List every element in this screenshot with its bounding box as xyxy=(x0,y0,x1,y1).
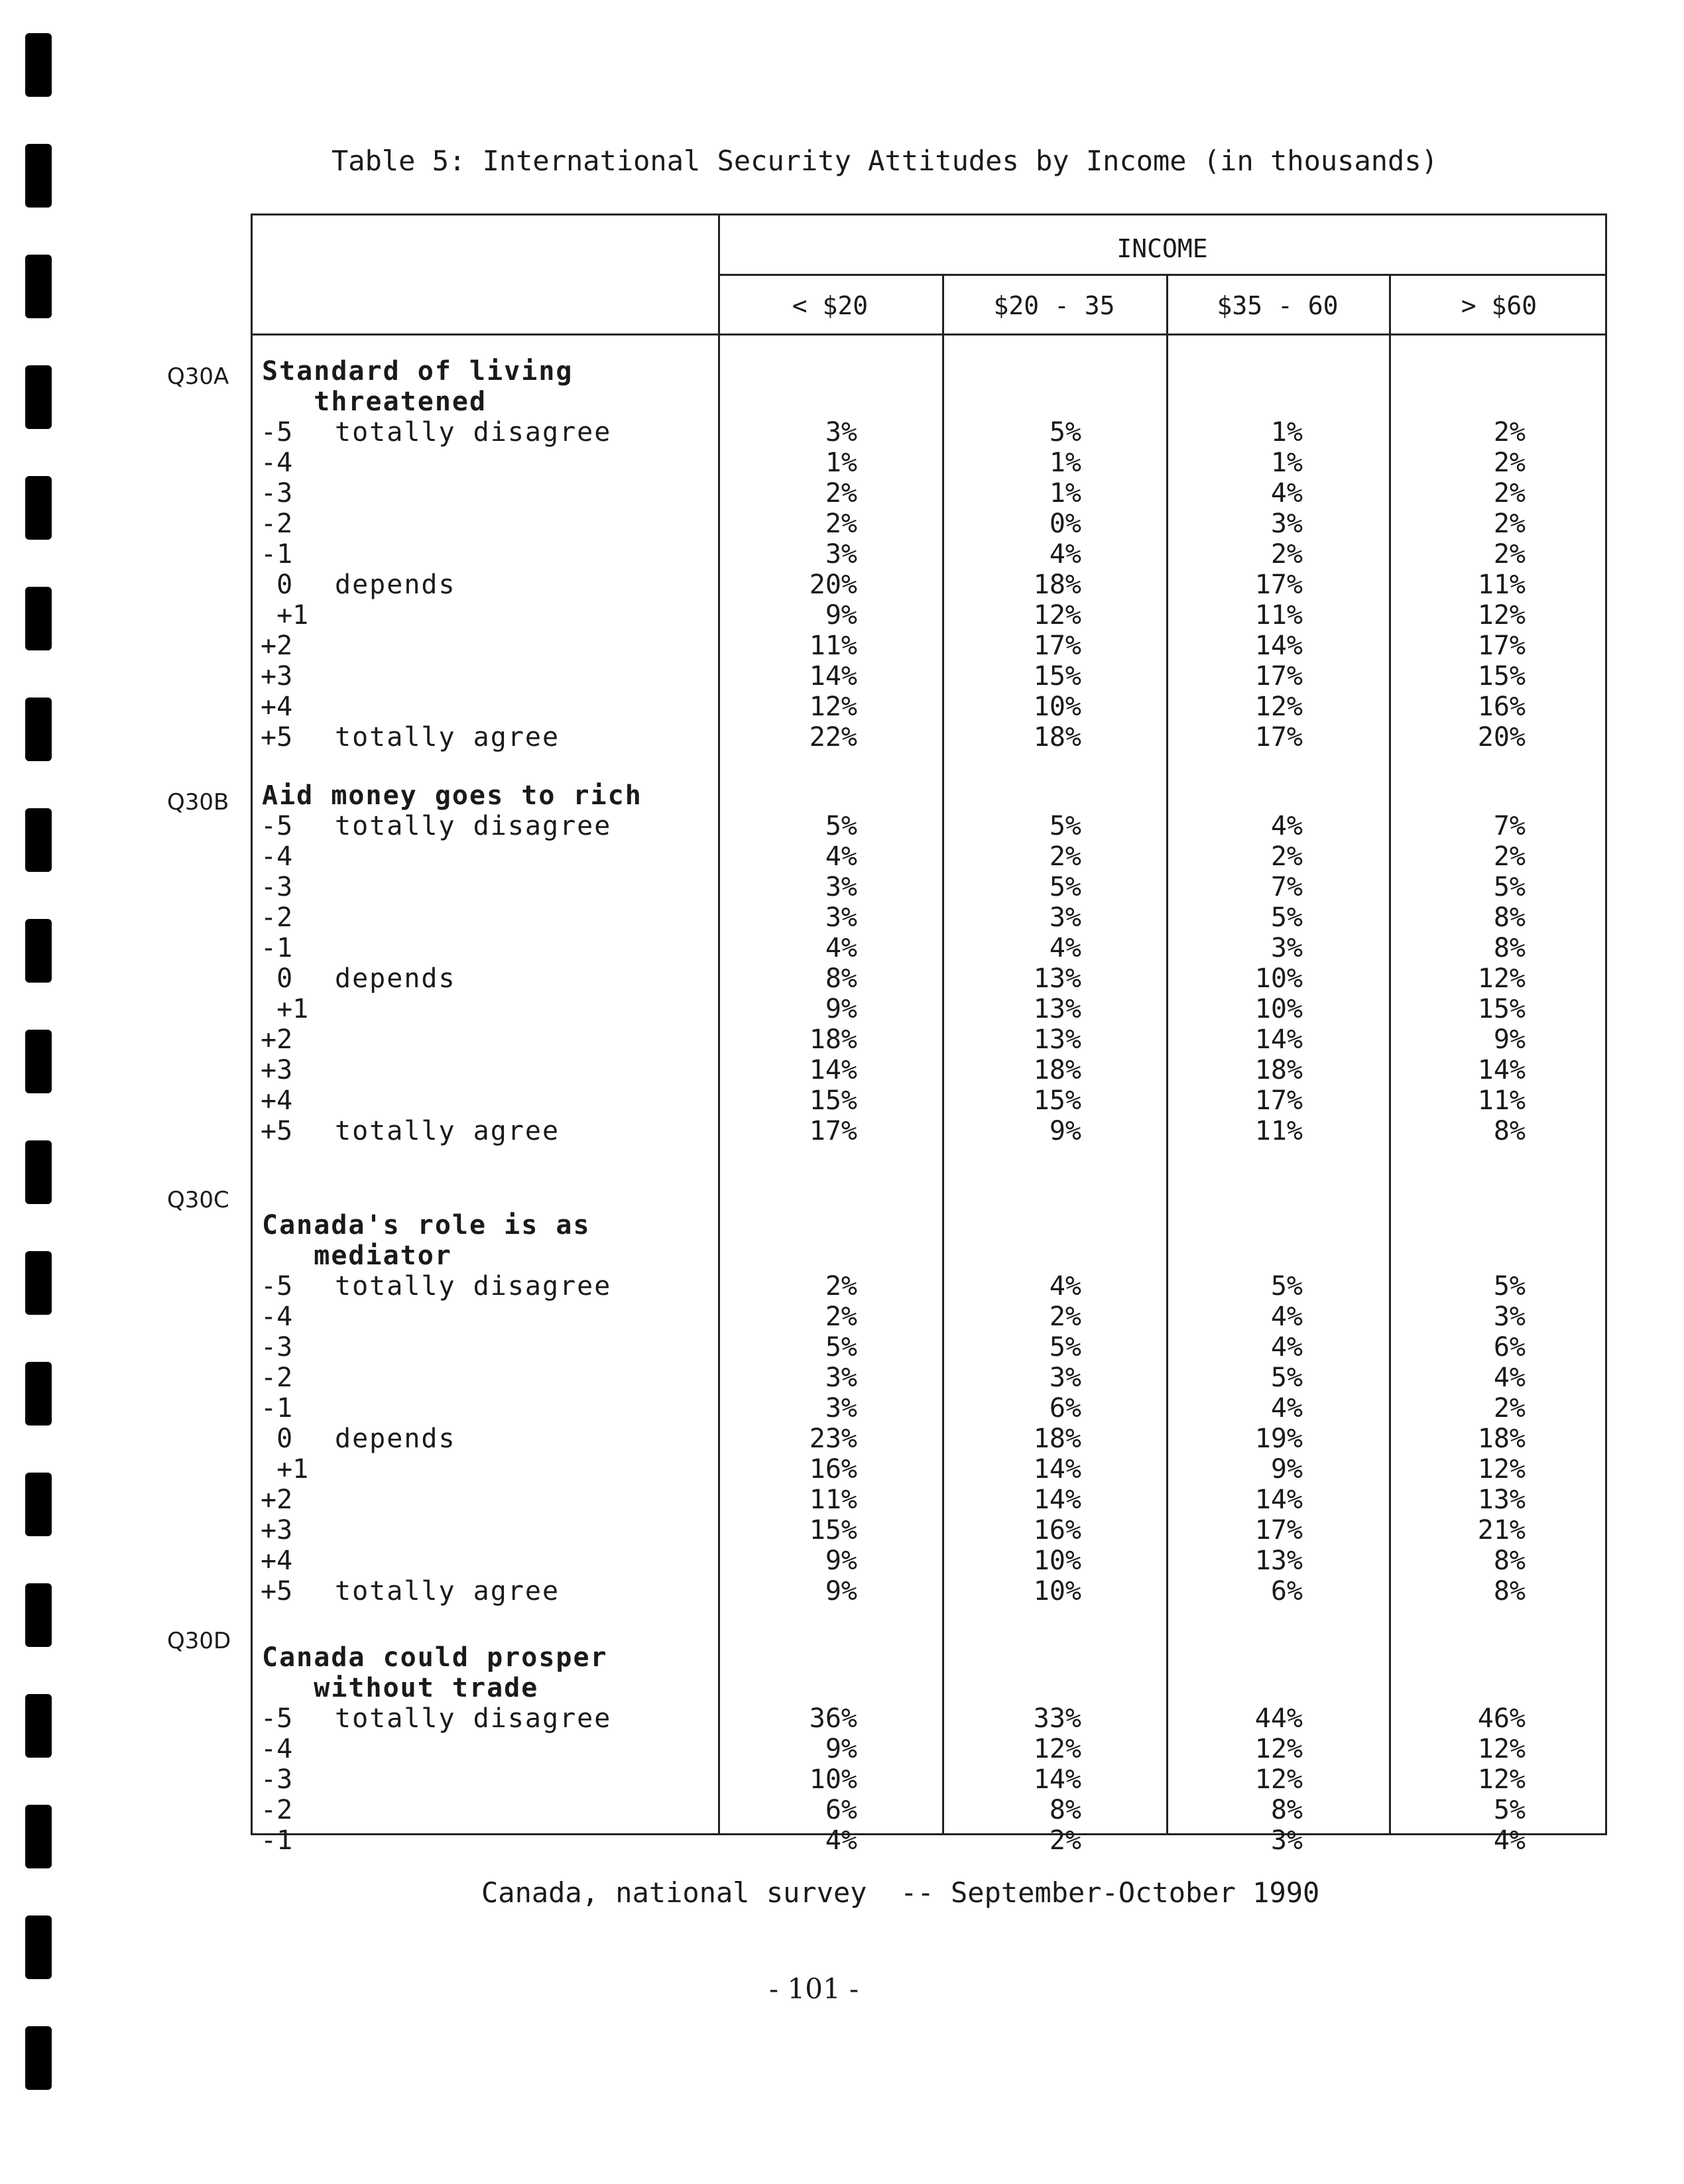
scale-code: +1 xyxy=(261,994,309,1024)
scale-code: 0 xyxy=(261,570,293,600)
scale-label: totally disagree xyxy=(335,811,612,841)
table-cell: 5% xyxy=(1270,1271,1303,1302)
table-cell: 10% xyxy=(809,1764,857,1795)
table-cell: 2% xyxy=(1270,539,1303,570)
table-row xyxy=(253,963,1605,994)
section-title: without trade xyxy=(262,1673,539,1703)
scale-label: totally disagree xyxy=(335,1271,612,1302)
binding-hole xyxy=(25,1473,52,1536)
binding-hole xyxy=(25,144,52,208)
table-cell: 17% xyxy=(1254,1085,1303,1116)
table-cell: 10% xyxy=(1033,1576,1081,1607)
table-row xyxy=(253,933,1605,963)
binding-hole xyxy=(25,33,52,97)
table-cell: 3% xyxy=(1493,1302,1526,1332)
table-cell: 13% xyxy=(1254,1546,1303,1576)
table-row xyxy=(253,902,1605,933)
table-cell: 15% xyxy=(1477,661,1526,692)
table-cell: 2% xyxy=(1493,478,1526,509)
scale-code: -3 xyxy=(261,478,293,509)
section-title: threatened xyxy=(262,387,487,417)
scale-label: depends xyxy=(335,1424,456,1454)
table-cell: 10% xyxy=(1254,963,1303,994)
binding-hole xyxy=(25,255,52,318)
table-row xyxy=(253,570,1605,600)
table-row xyxy=(253,478,1605,509)
table-cell: 4% xyxy=(1493,1825,1526,1856)
table-cell: 12% xyxy=(1033,600,1081,631)
scale-code: -4 xyxy=(261,1734,293,1764)
section-title: Standard of living xyxy=(262,356,573,387)
table-cell: 17% xyxy=(1254,570,1303,600)
scale-label: totally disagree xyxy=(335,1703,612,1734)
table-cell: 17% xyxy=(1254,722,1303,753)
scale-code: -4 xyxy=(261,1302,293,1332)
table-cell: 2% xyxy=(1493,417,1526,448)
scale-code: +4 xyxy=(261,1085,293,1116)
table-cell: 18% xyxy=(1033,722,1081,753)
table-cell: 2% xyxy=(1493,1393,1526,1424)
table-cell: 12% xyxy=(809,692,857,722)
table-cell: 12% xyxy=(1254,1764,1303,1795)
table-cell: 15% xyxy=(1477,994,1526,1024)
table-cell: 5% xyxy=(1493,1271,1526,1302)
table-cell: 3% xyxy=(1049,902,1081,933)
table-cell: 13% xyxy=(1033,1024,1081,1055)
table-cell: 20% xyxy=(809,570,857,600)
table-cell: 18% xyxy=(1477,1424,1526,1454)
table-cell: 3% xyxy=(825,1393,857,1424)
table-cell: 12% xyxy=(1033,1734,1081,1764)
binding-holes xyxy=(25,33,52,2142)
table-row xyxy=(253,722,1605,753)
table-cell: 12% xyxy=(1477,963,1526,994)
table-cell: 7% xyxy=(1493,811,1526,841)
scale-label: depends xyxy=(335,570,456,600)
table-cell: 10% xyxy=(1254,994,1303,1024)
table-cell: 33% xyxy=(1033,1703,1081,1734)
section-title: Canada's role is as xyxy=(262,1210,591,1241)
table-cell: 5% xyxy=(825,1332,857,1363)
table-row xyxy=(253,994,1605,1024)
table-cell: 14% xyxy=(1254,1485,1303,1515)
table-cell: 17% xyxy=(809,1116,857,1146)
scale-code: -2 xyxy=(261,509,293,539)
table-row xyxy=(253,1024,1605,1055)
table-row xyxy=(253,1363,1605,1393)
table-cell: 18% xyxy=(1254,1055,1303,1085)
table-cell: 3% xyxy=(1049,1363,1081,1393)
scale-code: +5 xyxy=(261,1116,293,1146)
table-cell: 4% xyxy=(1270,1302,1303,1332)
table-cell: 2% xyxy=(1493,539,1526,570)
table-cell: 23% xyxy=(809,1424,857,1454)
table-cell: 9% xyxy=(825,600,857,631)
section-title: Aid money goes to rich xyxy=(262,780,642,811)
table-cell: 10% xyxy=(1033,1546,1081,1576)
table-cell: 0% xyxy=(1049,509,1081,539)
table-cell: 14% xyxy=(1254,1024,1303,1055)
table-row xyxy=(253,417,1605,448)
table-cell: 14% xyxy=(1033,1764,1081,1795)
binding-hole xyxy=(25,587,52,650)
table-cell: 4% xyxy=(1049,933,1081,963)
table-cell: 14% xyxy=(1033,1485,1081,1515)
table-cell: 22% xyxy=(809,722,857,753)
scale-code: +1 xyxy=(261,600,309,631)
table-cell: 4% xyxy=(1049,539,1081,570)
table-cell: 2% xyxy=(825,1302,857,1332)
table-row xyxy=(253,872,1605,902)
binding-hole xyxy=(25,919,52,983)
table-row xyxy=(253,1332,1605,1363)
table-cell: 14% xyxy=(809,661,857,692)
scale-code: +4 xyxy=(261,692,293,722)
table-cell: 5% xyxy=(825,811,857,841)
table-cell: 4% xyxy=(825,1825,857,1856)
column-header-20-35: $20 - 35 xyxy=(993,291,1115,320)
table-cell: 9% xyxy=(825,994,857,1024)
table-cell: 2% xyxy=(825,478,857,509)
scale-code: -5 xyxy=(261,417,293,448)
table-row xyxy=(253,1576,1605,1607)
table-cell: 17% xyxy=(1254,1515,1303,1546)
table-cell: 6% xyxy=(1493,1332,1526,1363)
binding-hole xyxy=(25,1140,52,1204)
table-cell: 16% xyxy=(809,1454,857,1485)
table-cell: 7% xyxy=(1270,872,1303,902)
table-cell: 15% xyxy=(809,1515,857,1546)
table-cell: 5% xyxy=(1049,417,1081,448)
table-cell: 4% xyxy=(1270,1332,1303,1363)
table-cell: 16% xyxy=(1477,692,1526,722)
table-cell: 8% xyxy=(1493,1546,1526,1576)
table-row xyxy=(253,1546,1605,1576)
table-cell: 2% xyxy=(1049,1825,1081,1856)
scale-label: totally disagree xyxy=(335,417,612,448)
table-cell: 12% xyxy=(1477,1734,1526,1764)
table-cell: 19% xyxy=(1254,1424,1303,1454)
page-number: - 101 - xyxy=(769,1972,859,2005)
table-cell: 4% xyxy=(1493,1363,1526,1393)
table-row xyxy=(253,841,1605,872)
table-cell: 2% xyxy=(825,509,857,539)
table-cell: 15% xyxy=(1033,1085,1081,1116)
scale-code: -3 xyxy=(261,1332,293,1363)
table-cell: 1% xyxy=(1270,448,1303,478)
question-id: Q30D xyxy=(167,1628,231,1654)
binding-hole xyxy=(25,1362,52,1426)
table-cell: 8% xyxy=(1270,1795,1303,1825)
scale-code: +4 xyxy=(261,1546,293,1576)
table-cell: 15% xyxy=(809,1085,857,1116)
table-row xyxy=(253,1424,1605,1454)
binding-hole xyxy=(25,808,52,872)
table-row xyxy=(253,1271,1605,1302)
table-cell: 16% xyxy=(1033,1515,1081,1546)
scale-label: depends xyxy=(335,963,456,994)
section-title: mediator xyxy=(262,1241,452,1271)
table-cell: 5% xyxy=(1049,811,1081,841)
table-cell: 3% xyxy=(825,872,857,902)
table-row xyxy=(253,1302,1605,1332)
scale-label: totally agree xyxy=(335,722,560,753)
table-cell: 9% xyxy=(825,1546,857,1576)
table-cell: 1% xyxy=(1270,417,1303,448)
scale-code: -1 xyxy=(261,933,293,963)
table-cell: 12% xyxy=(1477,600,1526,631)
table-cell: 8% xyxy=(1493,902,1526,933)
scale-code: +1 xyxy=(261,1454,309,1485)
income-group-header: INCOME xyxy=(1116,234,1208,263)
table-cell: 18% xyxy=(1033,1424,1081,1454)
table-cell: 2% xyxy=(1493,448,1526,478)
table-cell: 13% xyxy=(1033,994,1081,1024)
table-cell: 4% xyxy=(1270,478,1303,509)
table-row xyxy=(253,509,1605,539)
binding-hole xyxy=(25,1030,52,1093)
table-cell: 2% xyxy=(1493,841,1526,872)
binding-hole xyxy=(25,476,52,540)
table-row xyxy=(253,631,1605,661)
question-id: Q30C xyxy=(167,1187,229,1213)
table-cell: 5% xyxy=(1270,902,1303,933)
table-title: Table 5: International Security Attitudes by Income (in thousands) xyxy=(331,145,1438,177)
table-cell: 13% xyxy=(1033,963,1081,994)
table-cell: 1% xyxy=(825,448,857,478)
table-cell: 9% xyxy=(1049,1116,1081,1146)
binding-hole xyxy=(25,1694,52,1758)
scale-code: -4 xyxy=(261,841,293,872)
binding-hole xyxy=(25,1583,52,1647)
table-cell: 14% xyxy=(1254,631,1303,661)
table-cell: 15% xyxy=(1033,661,1081,692)
table-cell: 13% xyxy=(1477,1485,1526,1515)
table-cell: 3% xyxy=(825,902,857,933)
scale-code: -3 xyxy=(261,872,293,902)
table-cell: 9% xyxy=(825,1576,857,1607)
table-cell: 4% xyxy=(825,933,857,963)
table-cell: 2% xyxy=(1049,1302,1081,1332)
table-cell: 5% xyxy=(1493,872,1526,902)
binding-hole xyxy=(25,1915,52,1979)
scale-code: -5 xyxy=(261,811,293,841)
scale-code: -1 xyxy=(261,539,293,570)
table-row xyxy=(253,1055,1605,1085)
question-id: Q30A xyxy=(167,363,229,390)
table-cell: 4% xyxy=(1049,1271,1081,1302)
table-cell: 14% xyxy=(809,1055,857,1085)
table-cell: 6% xyxy=(825,1795,857,1825)
table-cell: 12% xyxy=(1254,692,1303,722)
table-cell: 18% xyxy=(1033,1055,1081,1085)
table-cell: 3% xyxy=(825,417,857,448)
table-row xyxy=(253,1515,1605,1546)
scale-code: +5 xyxy=(261,722,293,753)
table-cell: 12% xyxy=(1254,1734,1303,1764)
scale-code: 0 xyxy=(261,1424,293,1454)
table-cell: 1% xyxy=(1049,478,1081,509)
table-cell: 6% xyxy=(1270,1576,1303,1607)
table-cell: 3% xyxy=(1270,1825,1303,1856)
binding-hole xyxy=(25,1805,52,1868)
scale-code: +3 xyxy=(261,661,293,692)
table-cell: 2% xyxy=(825,1271,857,1302)
scale-code: -5 xyxy=(261,1271,293,1302)
table-cell: 18% xyxy=(809,1024,857,1055)
table-cell: 9% xyxy=(825,1734,857,1764)
survey-footer: Canada, national survey -- September-October 1990 xyxy=(481,1876,1320,1909)
section-title: Canada could prosper xyxy=(262,1642,608,1673)
column-header-under-20: < $20 xyxy=(792,291,869,320)
table-cell: 14% xyxy=(1033,1454,1081,1485)
table-cell: 8% xyxy=(1493,933,1526,963)
table-cell: 17% xyxy=(1033,631,1081,661)
scale-code: -2 xyxy=(261,1795,293,1825)
table-cell: 36% xyxy=(809,1703,857,1734)
table-cell: 11% xyxy=(1254,600,1303,631)
binding-hole xyxy=(25,698,52,761)
table-cell: 5% xyxy=(1270,1363,1303,1393)
table-row xyxy=(253,1825,1605,1856)
table-row xyxy=(253,1485,1605,1515)
table-row xyxy=(253,1085,1605,1116)
table-cell: 44% xyxy=(1254,1703,1303,1734)
table-row xyxy=(253,600,1605,631)
table-row xyxy=(253,539,1605,570)
scale-code: +2 xyxy=(261,1485,293,1515)
table-cell: 3% xyxy=(825,1363,857,1393)
table-cell: 11% xyxy=(1477,570,1526,600)
table-cell: 18% xyxy=(1033,570,1081,600)
table-row xyxy=(253,1734,1605,1764)
scale-code: +3 xyxy=(261,1515,293,1546)
column-header-over-60: > $60 xyxy=(1461,291,1537,320)
table-cell: 11% xyxy=(809,631,857,661)
table-cell: 12% xyxy=(1477,1454,1526,1485)
table-cell: 2% xyxy=(1270,841,1303,872)
table-cell: 9% xyxy=(1270,1454,1303,1485)
table-cell: 8% xyxy=(1493,1576,1526,1607)
table-cell: 4% xyxy=(1270,1393,1303,1424)
table-cell: 2% xyxy=(1049,841,1081,872)
table-cell: 3% xyxy=(825,539,857,570)
table-cell: 21% xyxy=(1477,1515,1526,1546)
table-cell: 10% xyxy=(1033,692,1081,722)
scale-code: -3 xyxy=(261,1764,293,1795)
table-row xyxy=(253,1454,1605,1485)
table-row xyxy=(253,1116,1605,1146)
table-row xyxy=(253,692,1605,722)
scale-label: totally agree xyxy=(335,1116,560,1146)
table-cell: 17% xyxy=(1477,631,1526,661)
table-cell: 3% xyxy=(1270,509,1303,539)
scale-code: +2 xyxy=(261,631,293,661)
table-cell: 11% xyxy=(1254,1116,1303,1146)
binding-hole xyxy=(25,1251,52,1315)
scale-code: +3 xyxy=(261,1055,293,1085)
table-row xyxy=(253,1795,1605,1825)
scale-code: -2 xyxy=(261,902,293,933)
table-cell: 5% xyxy=(1493,1795,1526,1825)
scale-code: +2 xyxy=(261,1024,293,1055)
header-divider xyxy=(718,274,1605,276)
scale-code: -5 xyxy=(261,1703,293,1734)
table-cell: 2% xyxy=(1493,509,1526,539)
table-row xyxy=(253,811,1605,841)
scale-code: -1 xyxy=(261,1393,293,1424)
header-divider xyxy=(253,334,1605,335)
table-row xyxy=(253,448,1605,478)
column-header-35-60: $35 - 60 xyxy=(1217,291,1339,320)
table-row xyxy=(253,661,1605,692)
table-cell: 17% xyxy=(1254,661,1303,692)
table-row xyxy=(253,1764,1605,1795)
table-cell: 8% xyxy=(1493,1116,1526,1146)
table-cell: 8% xyxy=(1049,1795,1081,1825)
question-id: Q30B xyxy=(167,789,229,816)
table-cell: 1% xyxy=(1049,448,1081,478)
table-cell: 46% xyxy=(1477,1703,1526,1734)
table-cell: 5% xyxy=(1049,872,1081,902)
table-cell: 12% xyxy=(1477,1764,1526,1795)
table-cell: 4% xyxy=(825,841,857,872)
scale-code: 0 xyxy=(261,963,293,994)
binding-hole xyxy=(25,365,52,429)
scale-code: -2 xyxy=(261,1363,293,1393)
table-cell: 11% xyxy=(809,1485,857,1515)
table-cell: 4% xyxy=(1270,811,1303,841)
table-cell: 8% xyxy=(825,963,857,994)
table-cell: 3% xyxy=(1270,933,1303,963)
scale-label: totally agree xyxy=(335,1576,560,1607)
income-table xyxy=(251,213,1607,1856)
table-cell: 9% xyxy=(1493,1024,1526,1055)
scale-code: -4 xyxy=(261,448,293,478)
table-row xyxy=(253,1393,1605,1424)
table-cell: 14% xyxy=(1477,1055,1526,1085)
table-cell: 5% xyxy=(1049,1332,1081,1363)
table-row xyxy=(253,1703,1605,1734)
scale-code: +5 xyxy=(261,1576,293,1607)
table-cell: 6% xyxy=(1049,1393,1081,1424)
table-cell: 20% xyxy=(1477,722,1526,753)
binding-hole xyxy=(25,2026,52,2090)
scale-code: -1 xyxy=(261,1825,293,1856)
table-cell: 11% xyxy=(1477,1085,1526,1116)
